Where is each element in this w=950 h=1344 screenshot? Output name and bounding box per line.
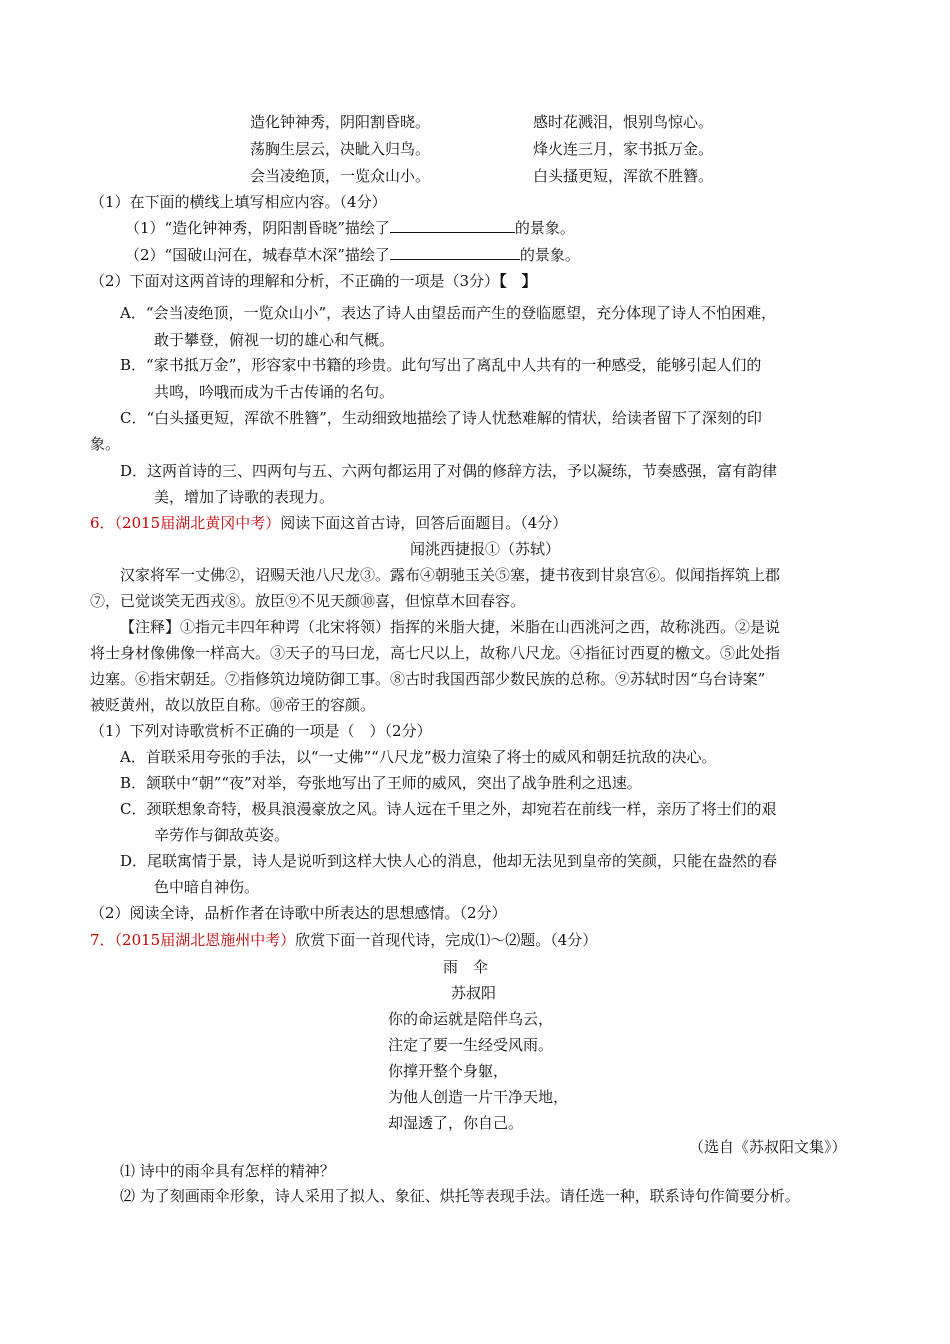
q6-poem-line2: ⑦，已觉谈笑无西戎⑧。放臣⑨不见天颜⑩喜，但惊草木回春容。 (90, 592, 526, 610)
q5-option-b-line2: 共鸣，吟哦而成为千古传诵的名句。 (154, 383, 395, 401)
note-label: 【注释】 (120, 618, 181, 636)
answer-blank-1[interactable] (390, 218, 515, 233)
q6-note-line4: 被贬黄州，故以放臣自称。⑩帝王的容颜。 (90, 696, 376, 714)
q5-part2-text: （2）下面对这两首诗的理解和分析，不正确的一项是（3分） (90, 272, 500, 290)
q7-subquestion-2: ⑵ 为了刻画雨伞形象，诗人采用了拟人、象征、烘托等表现手法。请任选一种，联系诗句作简要分析。 (120, 1187, 800, 1205)
q6-option-c-line1: C．颈联想象奇特，极具浪漫豪放之风。诗人远在千里之外，却宛若在前线一样，亲历了将士们的艰 (120, 800, 777, 818)
q6-option-a: A．首联采用夸张的手法，以“一丈佛”“八尺龙”极力渲染了将士的威风和朝廷抗敌的决心。 (120, 748, 717, 766)
q6-note-line2: 将士身材像佛像一样高大。③天子的马曰龙，高七尺以上，故称八尺龙。④指征讨西夏的檄文。⑤此处指 (90, 644, 781, 662)
q7-poem-line4: 为他人创造一片干净天地， (388, 1088, 569, 1106)
q7-poem-title: 雨 伞 (443, 958, 489, 976)
q6-number: 6． (90, 514, 115, 532)
q6-option-b: B．颔联中“朝”“夜”对举，夸张地写出了王师的威风，突出了战争胜利之迅速。 (120, 774, 642, 792)
poem-left-line-2: 荡胸生层云，决眦入归鸟。 (250, 140, 431, 158)
q7-poem-line2: 注定了要一生经受风雨。 (388, 1036, 554, 1054)
q7-heading (90, 930, 597, 950)
q5-part1-item1-pre: （1）“造化钟神秀，阴阳割昏晓”描绘了 (125, 219, 390, 237)
q6-part1-prompt: （1）下列对诗歌赏析不正确的一项是（ ）（2分） (90, 722, 432, 740)
q6-instruction: 阅读下面这首古诗，回答后面题目。（4分） (280, 514, 568, 532)
q7-poem-line5: 却湿透了，你自己。 (388, 1114, 524, 1132)
note-text-1: ①指元丰四年种谔（北宋将领）指挥的米脂大捷，米脂在山西洮河之西，故称洮西。②是说 (180, 618, 781, 636)
q7-subquestion-1: ⑴ 诗中的雨伞具有怎样的精神？ (120, 1162, 335, 1180)
q5-part1-item1-post: 的景象。 (514, 219, 575, 237)
poem-left-line-3: 会当凌绝顶，一览众山小。 (250, 167, 431, 185)
q7-number: 7． (90, 931, 115, 949)
q5-part2-prompt (90, 271, 537, 291)
q5-option-a-line2: 敢于攀登，俯视一切的雄心和气概。 (154, 331, 395, 349)
q5-option-b-line1: B．“家书抵万金”，形容家中书籍的珍贵。此句写出了离乱中人共有的一种感受，能够引起人们的 (120, 356, 762, 374)
poem-right-line-2: 烽火连三月，家书抵万金。 (533, 140, 714, 158)
q7-poem-line1: 你的命运就是陪伴乌云， (388, 1010, 554, 1028)
answer-blank-2[interactable] (390, 245, 520, 260)
q7-source: （2015届湖北恩施州中考） (114, 931, 296, 949)
q5-option-c-line2: 象。 (90, 435, 121, 453)
q5-part1-prompt: （1）在下面的横线上填写相应内容。（4分） (90, 193, 387, 211)
q6-heading (90, 513, 567, 533)
q7-citation: （选自《苏叔阳文集》） (689, 1138, 847, 1156)
q6-part2-prompt: （2）阅读全诗，品析作者在诗歌中所表达的思想感情。（2分） (90, 904, 507, 922)
poem-right-line-3: 白头搔更短，浑欲不胜簪。 (533, 167, 714, 185)
q7-instruction: 欣赏下面一首现代诗，完成⑴～⑵题。（4分） (295, 931, 598, 949)
q6-option-d-line2: 色中暗自神伤。 (154, 878, 260, 896)
q6-poem-line1: 汉家将军一丈佛②，诏赐天池八尺龙③。露布④朝驰玉关⑤塞，捷书夜到甘泉宫⑥。似闻指挥筑上郡 (120, 566, 781, 584)
q5-option-d-line1: D．这两首诗的三、四两句与五、六两句都运用了对偶的修辞方法，予以凝练，节奏感强，富有韵律 (120, 462, 778, 480)
q6-note-line3: 边塞。⑥指宋朝廷。⑦指修筑边境防御工事。⑧古时我国西部少数民族的总称。⑨苏轼时因“乌台诗案” (90, 670, 766, 688)
q5-option-d-line2: 美，增加了诗歌的表现力。 (154, 488, 335, 506)
q5-part1-item1 (125, 218, 575, 238)
q5-part1-item2-post: 的景象。 (519, 246, 580, 264)
answer-bracket[interactable]: 【 】 (499, 272, 537, 290)
q7-poem-author: 苏叔阳 (451, 984, 497, 1002)
q6-source: （2015届湖北黄冈中考） (114, 514, 281, 532)
poem-right-line-1: 感时花溅泪，恨别鸟惊心。 (533, 113, 714, 131)
poem-left-line-1: 造化钟神秀，阴阳割昏晓。 (250, 113, 431, 131)
q6-option-c-line2: 辛劳作与御敌英姿。 (154, 826, 290, 844)
q5-part1-item2-pre: （2）“国破山河在，城春草木深”描绘了 (125, 246, 390, 264)
q6-poem-title: 闻洮西捷报①（苏轼） (410, 540, 561, 558)
q5-part1-item2 (125, 245, 580, 265)
q5-option-a-line1: A．“会当凌绝顶，一览众山小”，表达了诗人由望岳而产生的登临愿望，充分体现了诗人不怕困难， (120, 304, 777, 322)
q6-note-line1 (120, 617, 780, 637)
q6-option-d-line1: D．尾联寓情于景，诗人是说听到这样大快人心的消息，他却无法见到皇帝的笑颜，只能在盎然的春 (120, 852, 778, 870)
q5-option-c-line1: C．“白头搔更短，浑欲不胜簪”，生动细致地描绘了诗人忧愁难解的情状，给读者留下了深刻的印 (120, 409, 762, 427)
q7-poem-line3: 你撑开整个身躯， (388, 1062, 509, 1080)
